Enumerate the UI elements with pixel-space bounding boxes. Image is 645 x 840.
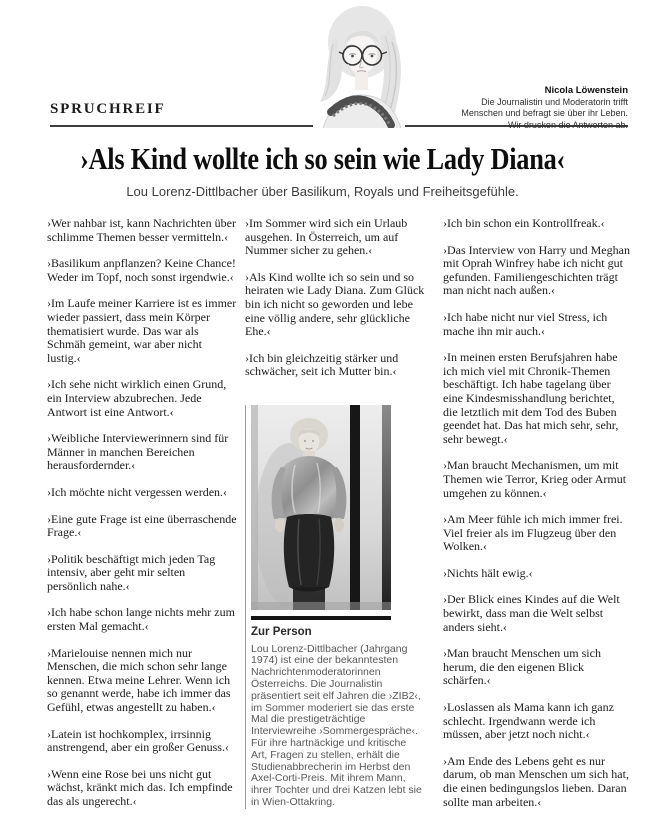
person-info-box bbox=[245, 405, 429, 809]
person-box-text: Lou Lorenz-Dittlbacher (Jahrgang 1974) ist eine der bekanntesten Nachrichtenmoderatorinnen Österreichs. Die Journalistin präsentiert seit elf Jahren die ›ZIB2‹, im Sommer moderiert sie das erste Mal die prestigeträchtige Interviewreihe ›Sommergespräche‹. Für ihre hartnäckige und kritische Art, Fragen zu stellen, erhält die Studienabbrecherin im Herbst den Axel-Corti-Preis. Mit ihrem Mann, ihrer Tochter und drei Katzen lebt sie in Wien-Ottakring. bbox=[251, 642, 422, 808]
quote: ›Am Ende des Lebens geht es nur darum, ob man Menschen um sich hat, die einen bedingungslos lieben. Daran sollte man arbeiten.‹ bbox=[443, 753, 629, 809]
byline-description-line: Menschen und befragt sie über ihr Leben. bbox=[461, 108, 628, 118]
quote: ›Loslassen als Mama kann ich ganz schlecht. Irgendwann werde ich müssen, aber jetzt noch nicht.‹ bbox=[443, 700, 614, 742]
quote: ›Basilikum anpflanzen? Keine Chance! Weder im Topf, noch sonst irgendwie.‹ bbox=[47, 256, 236, 284]
article-headline: ›Als Kind wollte ich so sein wie Lady Diana‹ bbox=[79, 141, 566, 176]
quote: ›Ich sehe nicht wirklich einen Grund, ein Interview abzubrechen. Jede Antwort ist eine Antwort.‹ bbox=[47, 377, 227, 419]
quote: ›Ich bin schon ein Kontrollfreak.‹ bbox=[443, 216, 605, 230]
section-kicker: SPRUCHREIF bbox=[50, 101, 166, 117]
person-photo bbox=[251, 405, 391, 610]
person-box-rule bbox=[251, 616, 391, 620]
quote-columns bbox=[47, 217, 630, 822]
quote: ›Weibliche Interviewerinnern sind für Männer in manchen Bereichen herausfordernder.‹ bbox=[47, 431, 229, 473]
quote: ›Am Meer fühle ich mich immer frei. Viel freier als im Flugzeug über den Wolken.‹ bbox=[443, 512, 623, 554]
quote: ›Marielouise nennen mich nur Menschen, die mich schon sehr lange kennen. Etwa meine Lehrer. Wenn ich so genannt werde, habe ich immer das Gefühl, etwas angestellt zu haben.‹ bbox=[47, 645, 231, 715]
quote: ›Ich habe nicht nur viel Stress, ich mache ihn mir auch.‹ bbox=[443, 309, 608, 338]
byline bbox=[461, 85, 628, 131]
quote: ›Ich habe schon lange nichts mehr zum ersten Mal gemacht.‹ bbox=[47, 605, 235, 634]
quote-column-left bbox=[47, 217, 237, 822]
article-subheadline: Lou Lorenz-Dittlbacher über Basilikum, Royals und Freiheitsgefühle. bbox=[126, 184, 519, 199]
quote: ›Ich bin gleichzeitig stärker und schwächer, seit ich Mutter bin.‹ bbox=[245, 350, 399, 379]
byline-description-line: Wir drucken die Antworten ab. bbox=[507, 119, 628, 130]
byline-description-line: Die Journalistin und Moderatorin trifft bbox=[481, 96, 628, 107]
quote: ›Nichts hält ewig.‹ bbox=[443, 565, 533, 580]
quote: ›Das Interview von Harry und Meghan mit Oprah Winfrey habe ich nicht gut gefunden. Familiengeschichten trägt man nicht nach außen.‹ bbox=[443, 242, 630, 298]
quote: ›Politik beschäftigt mich jeden Tag intensiv, aber geht mir selten persönlich nahe.‹ bbox=[47, 551, 216, 593]
person-box-title: Zur Person bbox=[251, 625, 312, 638]
byline-author-name: Nicola Löwenstein bbox=[544, 85, 628, 96]
quote: ›Im Laufe meiner Karriere ist es immer wieder passiert, dass mein Körper thematisiert wurde. Das war als Schmäh gemeint, war aber nicht lustig.‹ bbox=[47, 296, 237, 365]
quote: ›Im Sommer wird sich ein Urlaub ausgehen. In Österreich, um auf Nummer sicher zu gehen.‹ bbox=[245, 216, 408, 258]
quote: ›Latein ist hochkomplex, irrsinnig anstrengend, aber ein großer Genuss.‹ bbox=[47, 726, 229, 755]
author-portrait-sketch bbox=[293, 2, 437, 128]
quote-column-middle bbox=[245, 217, 429, 822]
quote: ›Als Kind wollte ich so sein und so heiraten wie Lady Diana. Zum Glück bin ich nicht so geworden und lebe eine völlig andere, sehr glückliche Ehe.‹ bbox=[245, 269, 425, 339]
quote: ›Wer nahbar ist, kann Nachrichten über schlimme Themen besser vermitteln.‹ bbox=[47, 216, 236, 244]
quote: ›Man braucht Menschen um sich herum, die den eigenen Blick schärfen.‹ bbox=[443, 646, 601, 688]
header-rule-left bbox=[50, 125, 313, 127]
quote: ›Ich möchte nicht vergessen werden.‹ bbox=[47, 484, 228, 499]
quote: ›In meinen ersten Berufsjahren habe ich mich viel mit Chronik-Themen beschäftigt. Ich habe tagelang über eine Kindesmisshandlung berichtet, die letztlich mit dem Tod des Buben geendet hat. Das hat mich sehr, sehr, sehr bewegt.‹ bbox=[443, 350, 619, 446]
quote: ›Wenn eine Rose bei uns nicht gut wächst, kränkt mich das. Ich empfinde das als ungerecht.‹ bbox=[47, 766, 233, 808]
quote-column-right bbox=[443, 217, 630, 822]
quote: ›Man braucht Mechanismen, um mit Themen wie Terror, Krieg oder Armut umgehen zu können.‹ bbox=[443, 458, 627, 500]
quote: ›Eine gute Frage ist eine überraschende Frage.‹ bbox=[47, 511, 237, 540]
quote: ›Der Blick eines Kindes auf die Welt bewirkt, dass man die Welt selbst anders sieht.‹ bbox=[443, 592, 620, 634]
